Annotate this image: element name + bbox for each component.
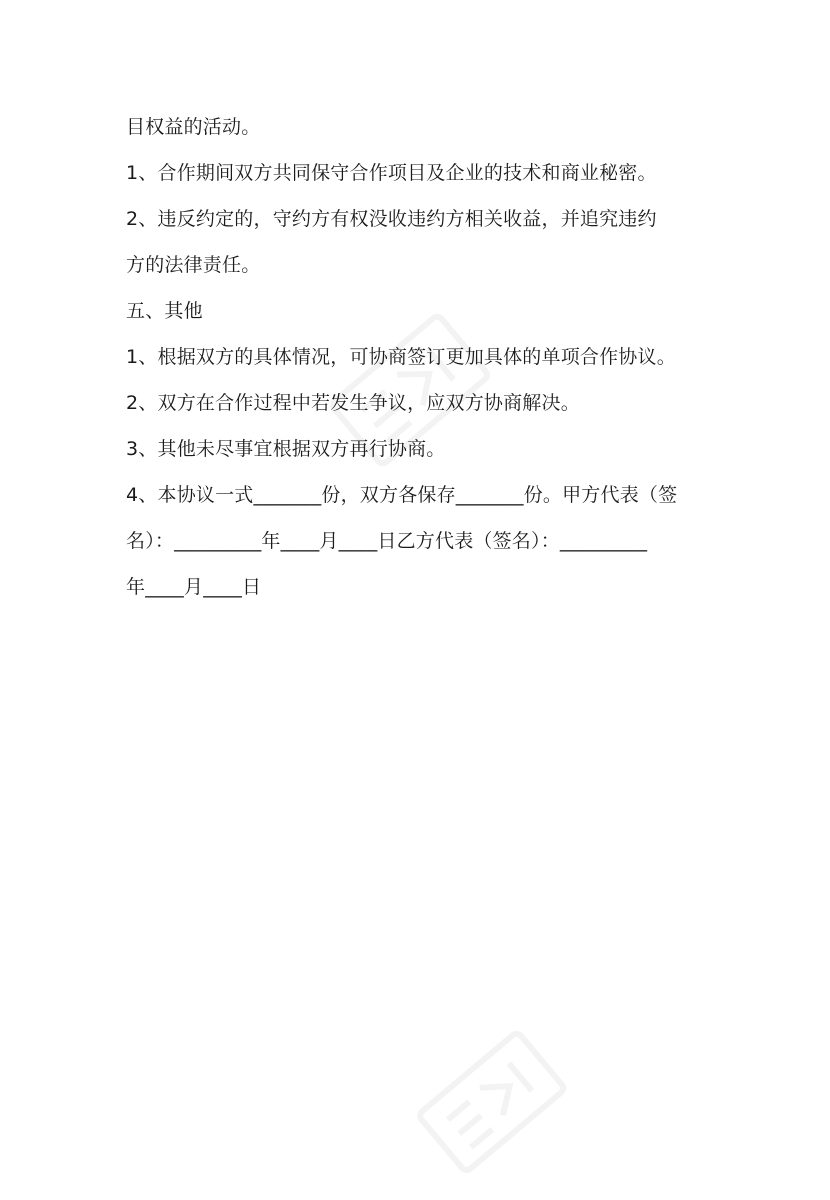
text-line: 目权益的活动。	[126, 116, 261, 138]
document-body	[126, 104, 711, 610]
section-heading: 五、其他	[126, 300, 203, 322]
clause-breach: 2、违反约定的，守约方有权没收违约方相关收益，并追究违约	[126, 208, 657, 230]
clause-other-matters: 3、其他未尽事宜根据双方再行协商。	[126, 438, 446, 460]
clause-confidentiality: 1、合作期间双方共同保守合作项目及企业的技术和商业秘密。	[126, 162, 657, 184]
text-line: 方的法律责任。	[126, 254, 261, 276]
clause-dispute: 2、双方在合作过程中若发生争议，应双方协商解决。	[126, 392, 580, 414]
clause-supplementary: 1、根据双方的具体情况，可协商签订更加具体的单项合作协议。	[126, 346, 676, 368]
signature-date: 年____月____日	[126, 576, 262, 598]
watermark-icon	[390, 1000, 590, 1200]
clause-copies: 4、本协议一式_______份，双方各保存_______份。甲方代表（签	[126, 484, 678, 506]
signature-line: 名）：_________年____月____日乙方代表（签名）：_________	[126, 530, 648, 552]
